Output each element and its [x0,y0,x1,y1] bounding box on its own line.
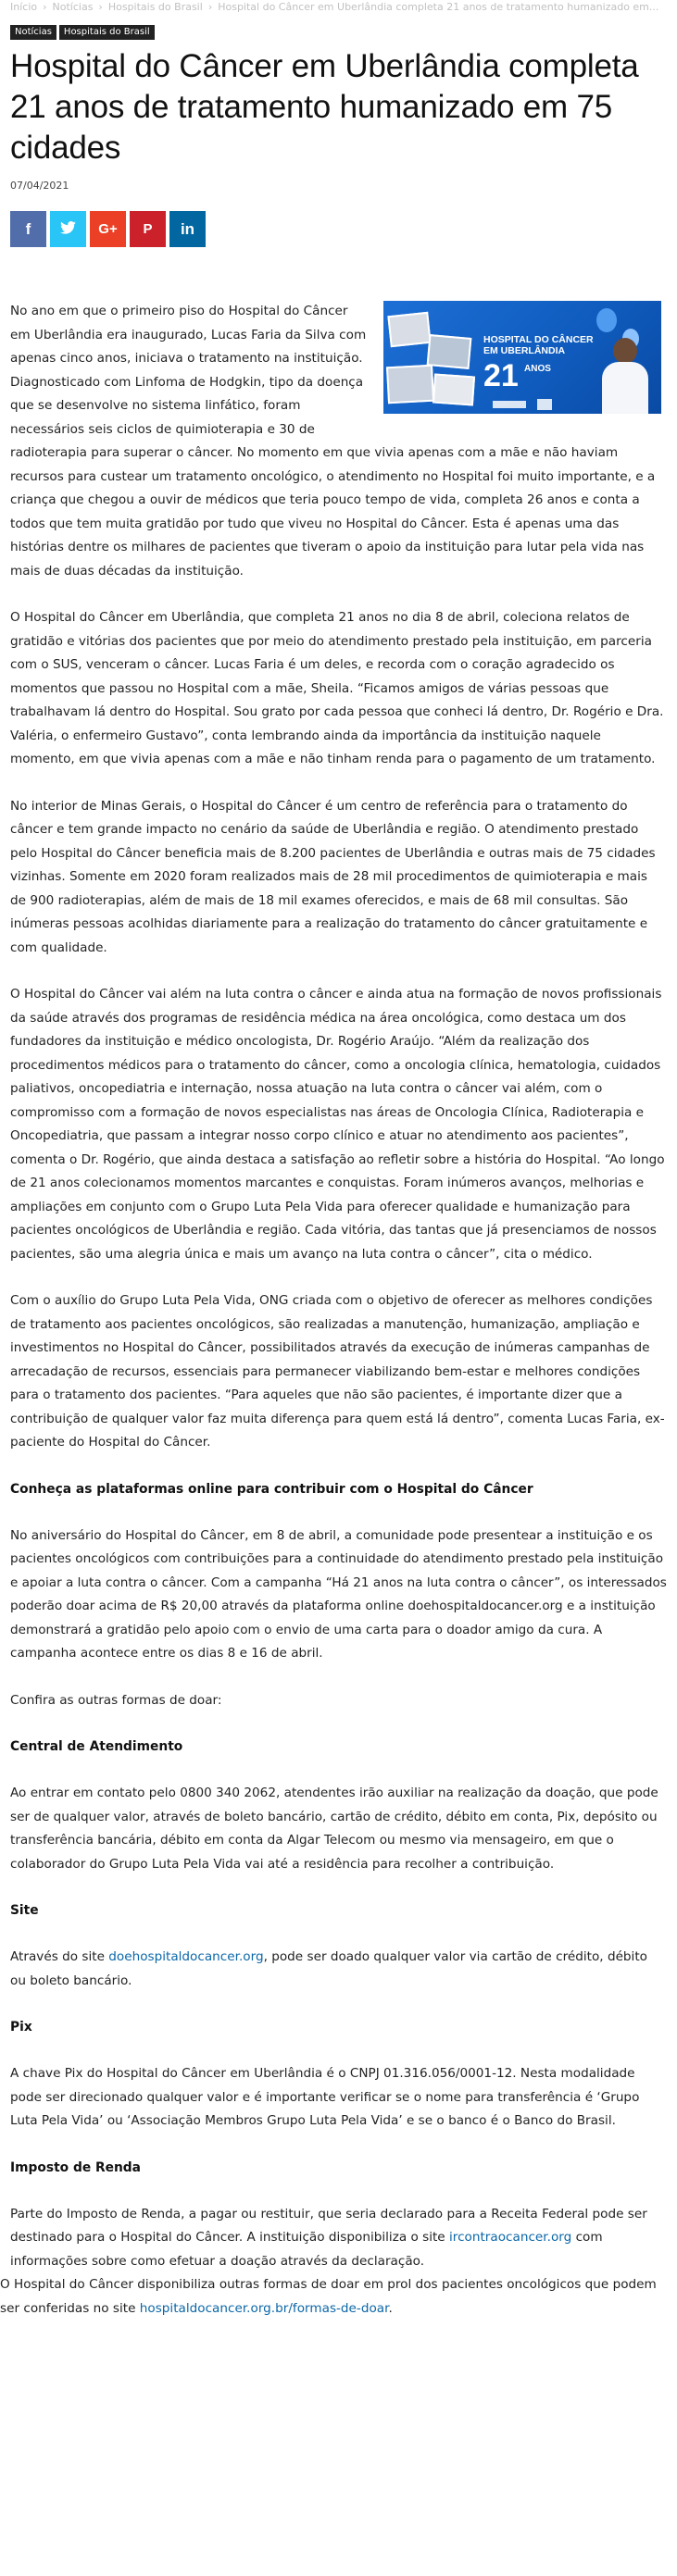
share-googleplus-button[interactable] [90,211,126,247]
twitter-icon [60,220,76,239]
balloon-icon [596,308,617,332]
photo-collage-3 [386,365,434,404]
link-ircontraocancer[interactable]: ircontraocancer.org [449,2230,572,2245]
breadcrumb-separator: › [43,1,47,13]
image-number: 21 [483,358,519,393]
paragraph-2: O Hospital do Câncer em Uberlândia, que completa 21 anos no dia 8 de abril, coleciona relatos de gratidão e vitórias dos pacientes que por meio do atendimento prestado pela instituição, em parceria com o SUS, venceram o câncer. Lucas Faria é um deles, e recorda com o coração agradecido os momentos que passou no Hospital com a mãe, Sheila. “Ficamos amigos de várias pessoas que trabalhavam lá dentro do Hospital. Sou grato por cada pessoa que conheci lá dentro, Dr. Rogério e Dra. Valéria, o enfermeiro Gustavo”, conta lembrando ainda da importância da instituição naquele momento, em que vivia apenas com a mãe e não tinham renda para o pagamento de um tratamento. [10,610,664,766]
paragraph-10: A chave Pix do Hospital do Câncer em Uberlândia é o CNPJ 01.316.056/0001-12. Nesta modalidade pode ser direcionado qualquer valor e é importante verificar se o nome para transferência é ‘Grupo Luta Pela Vida’ ou ‘Associação Membros Grupo Luta Pela Vida’ e se o banco é o Banco do Brasil. [10,2066,640,2128]
logo-mark [493,401,526,408]
share-linkedin-button[interactable] [169,211,206,247]
photo-collage-4 [433,374,475,406]
link-formas-de-doar[interactable]: hospitaldocancer.org.br/formas-de-doar [139,2300,389,2316]
breadcrumb-separator: › [98,1,103,13]
paragraph-11: Parte do Imposto de Renda, a pagar ou restituir, que seria declarado para a Receita Federal pode ser destinado para o Hospital do Câncer. A instituição disponibiliza o site ircontraocancer.org com informações sobre como efetuar a doação através da declaração. [10,2206,647,2269]
heading-pix: Pix [10,2020,32,2035]
category-tags [10,20,667,35]
paragraph-4: O Hospital do Câncer vai além na luta contra o câncer e ainda atua na formação de novos profissionais da saúde através dos programas de residência médica na área oncológica, como destaca um dos fundadores da instituição e médico oncologista, Dr. Rogério Araújo. “Além da realização dos procedimentos médicos para o tratamento do câncer, como a oncologia clínica, hematologia, cuidados paliativos, oncopediatria e internação, nossa atuação na luta contra o câncer vai além, com o compromisso com a formação de novos especialistas nas áreas de Oncologia Clínica, Radioterapia e Oncopediatria, que passam a integrar nosso corpo clínico e atuar no atendimento aos pacientes”, comenta o Dr. Rogério, que ainda destaca a satisfação ao refletir sobre a história do Hospital. “Ao longo de 21 anos colecionamos momentos marcantes e conquistas. Foram inúmeros avanços, melhorias e ampliações em conjunto com o Grupo Luta Pela Vida para oferecer qualidade e humanização para pacientes oncológicos de Uberlândia e região. Cada vitória, das tantas que já presenciamos de nossos pacientes, são uma alegria única e mais um avanço na luta contra o câncer”, cita o médico. [10,987,665,1262]
heading-platforms: Conheça as plataformas online para contribuir com o Hospital do Câncer [10,1481,533,1497]
photo-collage-1 [387,312,431,347]
paragraph-8: Ao entrar em contato pelo 0800 340 2062, atendentes irão auxiliar na realização da doação, que pode ser de qualquer valor, através de boleto bancário, cartão de crédito, débito em conta, Pix, depósito ou transferência bancária, débito em conta da Algar Telecom ou mesmo via mensageiro, em que o colaborador do Grupo Luta Pela Vida vai até a residência para recolher a contribuição. [10,1786,658,1872]
share-buttons [10,211,667,248]
breadcrumb [10,0,667,15]
article-image[interactable] [383,301,661,414]
breadcrumb-current: Hospital do Câncer em Uberlândia completa 21 anos de tratamento humanizado em... [218,1,659,13]
paragraph-5: Com o auxílio do Grupo Luta Pela Vida, ONG criada com o objetivo de oferecer as melhores condições de tratamento aos pacientes oncológicos, são realizadas a manutenção, humanização, ampliação e investimentos no Hospital do Câncer, possibilitados através da execução de inúmeras campanhas de arrecadação de recursos, essenciais para permanecer viabilizando bem-estar e melhores condições para o tratamento dos pacientes. “Para aqueles que não são pacientes, é importante dizer que a contribuição de qualquer valor faz muita diferença para quem está lá dentro”, comenta Lucas Faria, ex-paciente do Hospital do Câncer. [10,1293,665,1450]
tag-noticias[interactable]: Notícias [10,25,56,40]
publish-date: 07/04/2021 [10,180,69,192]
person-body [602,362,648,414]
paragraph-3: No interior de Minas Gerais, o Hospital do Câncer é um centro de referência para o tratamento do câncer e tem grande impacto no cenário da saúde de Uberlândia e região. O atendimento prestado pelo Hospital do Câncer beneficia mais de 8.200 pacientes de Uberlândia e outras mais de 75 cidades vizinhas. Somente em 2020 foram realizados mais de 28 mil procedimentos de quimioterapia e mais de 900 radioterapias, além de mais de 18 mil exames oferecidos, e mais de 68 mil consultas. São inúmeras pessoas acolhidas diariamente para a realização do tratamento do câncer gratuitamente e com qualidade. [10,798,656,955]
image-headline: HOSPITAL DO CÂNCER EM UBERLÂNDIA [483,334,594,356]
google-plus-icon: G+ [98,221,118,237]
article-title: Hospital do Câncer em Uberlândia completa 21 anos de tratamento humanizado em 75 cidades [10,48,639,166]
paragraph-7: Confira as outras formas de doar: [10,1692,222,1708]
breadcrumb-separator: › [207,1,213,13]
image-anos: ANOS [524,364,551,374]
photo-collage-2 [427,334,472,369]
person-illustration [598,338,652,414]
link-doehospitaldocancer[interactable]: doehospitaldocancer.org [108,1949,264,1964]
logo-mark [537,399,552,410]
facebook-icon: f [25,219,31,238]
share-twitter-button[interactable] [50,211,86,247]
paragraph-12: O Hospital do Câncer disponibiliza outras formas de doar em prol dos pacientes oncológicos que podem ser conferidas no site hospitaldocancer.org.br/formas-de-doar. [0,2277,657,2316]
paragraph-1: No ano em que o primeiro piso do Hospital do Câncer em Uberlândia era inaugurado, Lucas Faria da Silva com apenas cinco anos, iniciava o tratamento na instituição. Diagnosticado com Linfoma de Hodgkin, tipo da doença que se desenvolve no sistema linfático, foram necessários seis ciclos de quimioterapia e 30 de radioterapia para superar o câncer. No momento em que vivia apenas com a mãe e não haviam recursos para custear um tratamento oncológico, o atendimento no Hospital foi muito importante, e a criança que chegou a ouvir de médicos que teria pouco tempo de vida, completa 26 anos e conta a todos que tem muita gratidão por tudo que viveu no Hospital do Câncer. Esta é apenas uma das histórias dentre os milhares de pacientes que tiveram o apoio da instituição para lutar pela vida nas mais de duas décadas da instituição. [10,304,656,579]
breadcrumb-home[interactable]: Início [10,1,38,13]
pinterest-icon: P [143,221,153,237]
share-pinterest-button[interactable] [130,211,166,247]
breadcrumb-noticias[interactable]: Notícias [52,1,94,13]
paragraph-6: No aniversário do Hospital do Câncer, em 8 de abril, a comunidade pode presentear a instituição e os pacientes oncológicos com contribuições para a continuidade do atendimento prestado pela instituição e apoiar a luta contra o câncer. Com a campanha “Há 21 anos na luta contra o câncer”, os interessados poderão doar acima de R$ 20,00 através da plataforma online doehospitaldocancer.org e a instituição demonstrará a gratidão pelo apoio com o envio de uma carta para o doador amigo da cura. A campanha acontece entre os dias 8 e 16 de abril. [10,1527,667,1661]
person-head [613,338,637,364]
tag-hospitais-do-brasil[interactable]: Hospitais do Brasil [59,25,155,40]
article-body [0,300,667,2321]
heading-imposto-de-renda: Imposto de Renda [10,2159,141,2175]
linkedin-icon: in [180,219,195,238]
paragraph-9: Através do site doehospitaldocancer.org, pode ser doado qualquer valor via cartão de crédito, débito ou boleto bancário. [10,1949,647,1988]
heading-central: Central de Atendimento [10,1739,183,1754]
breadcrumb-hospitais-do-brasil[interactable]: Hospitais do Brasil [107,1,203,13]
heading-site: Site [10,1903,39,1918]
share-facebook-button[interactable] [10,211,46,247]
